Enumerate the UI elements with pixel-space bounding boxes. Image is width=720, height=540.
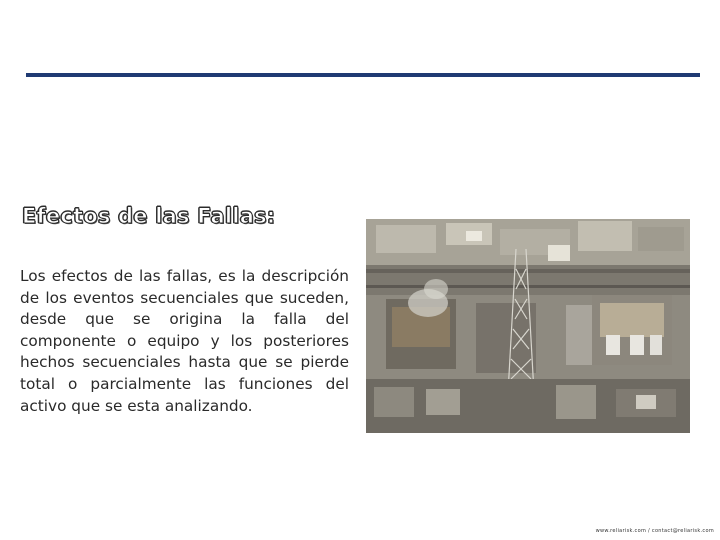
footer-contact: www.reliarisk.com / contact@reliarisk.com	[595, 528, 714, 534]
slide-title: Efectos de las Fallas:	[22, 204, 276, 228]
power-plant-photo	[366, 219, 690, 433]
body-paragraph: Los efectos de las fallas, es la descripción de los eventos secuenciales que suceden, desde que se origina la falla del componente o equipo y los posteriores hechos secuenciales hasta que se pierde total o parcialmente las funciones del activo que se esta analizando.	[20, 267, 349, 415]
header-rule	[26, 73, 700, 77]
